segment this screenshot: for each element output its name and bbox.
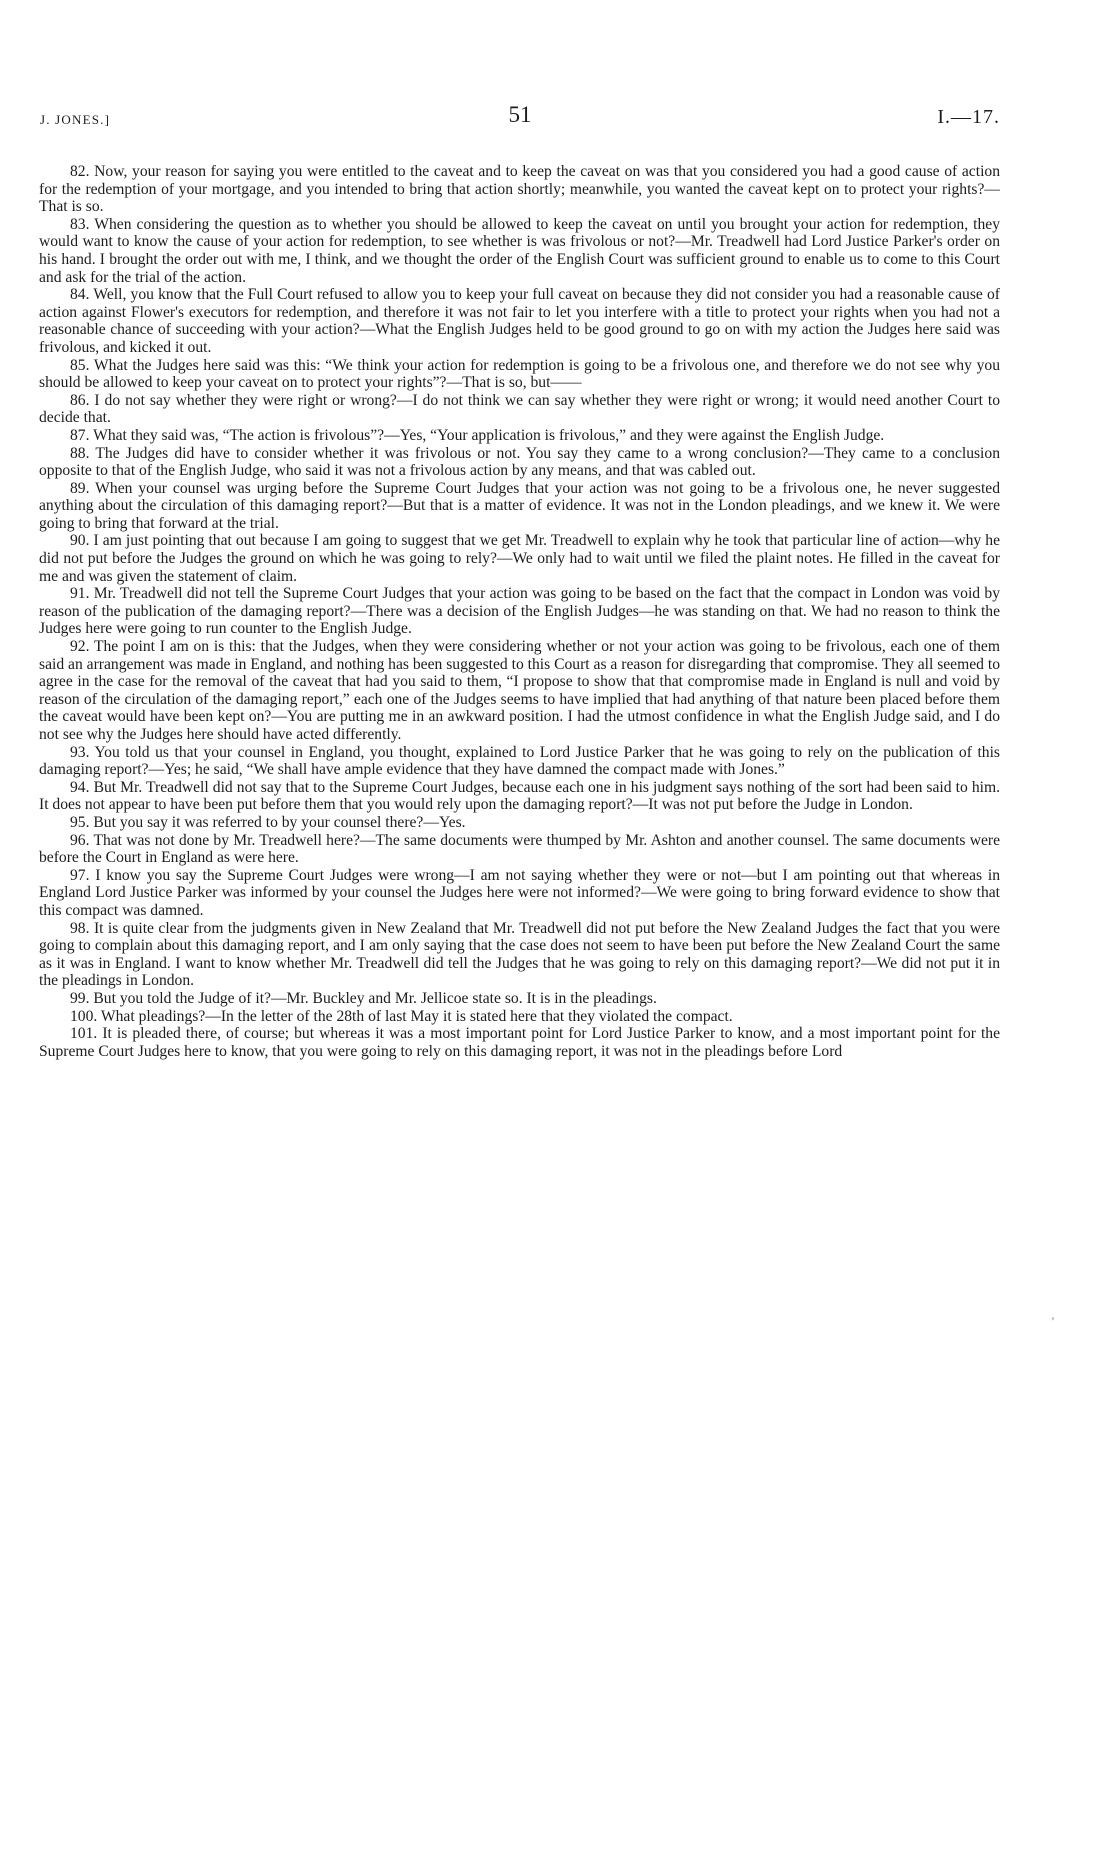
paragraph-89: 89. When your counsel was urging before the Supreme Court Judges that your action was not going to be a frivolous one, he never suggested anything about the circulation of this damaging report?—But that is a matter of evidence. It was not in the London pleadings, and we knew it. We were going to bring that forward at the trial. [39, 479, 1000, 532]
paragraph-90: 90. I am just pointing that out because I am going to suggest that we get Mr. Treadwell to explain why he took that particular line of action—why he did not put before the Judges the ground on which he was going to rely?—We only had to wait until we filed the plaint notes. He filled in the caveat for me and was given the statement of claim. [39, 532, 1000, 585]
series-number: I.—17. [937, 106, 1000, 128]
paragraph-83: 83. When considering the question as to whether you should be allowed to keep the caveat on until you brought your action for redemption, they would want to know the cause of your action for redemption, to see whether is was frivolous or not?—Mr. Treadwell had Lord Justice Parker's order on his hand. I brought the order out with me, I think, and we thought the order of the English Court was sufficient ground to enable us to come to this Court and ask for the trial of the action. [39, 215, 1000, 286]
margin-mark: ' [1051, 1314, 1054, 1328]
paragraph-98: 98. It is quite clear from the judgments given in New Zealand that Mr. Treadwell did not put before the New Zealand Judges the fact that you were going to complain about this damaging report, and I am only saying that the case does not seem to have been put before the New Zealand Court the same as it was in England. I want to know whether Mr. Treadwell did tell the Judges that he was going to rely on this damaging report?—We did not put it in the pleadings in London. [39, 919, 1000, 990]
running-head-author: J. JONES.] [40, 112, 111, 127]
paragraph-85: 85. What the Judges here said was this: “We think your action for redemption is going to be a frivolous one, and therefore we do not see why you should be allowed to keep your caveat on to protect your rights”?—That is so, but—— [39, 356, 1000, 392]
paragraph-86: 86. I do not say whether they were right or wrong?—I do not think we can say whether they were right or wrong; it would need another Court to decide that. [39, 391, 1000, 427]
page-number: 51 [508, 102, 532, 127]
paragraph-97: 97. I know you say the Supreme Court Judges were wrong—I am not saying whether they were or not—but I am pointing out that whereas in England Lord Justice Parker was informed by your counsel the Judges here were not informed?—We were going to bring forward evidence to show that this compact was damned. [39, 866, 1000, 919]
paragraph-82: 82. Now, your reason for saying you were entitled to the caveat and to keep the caveat on was that you considered you had a good cause of action for the redemption of your mortgage, and you intended to bring that action shortly; meanwhile, you wanted the caveat kept on to protect your rights?—That is so. [39, 163, 1000, 216]
paragraph-96: 96. That was not done by Mr. Treadwell here?—The same documents were thumped by Mr. Ashton and another counsel. The same documents were before the Court in England as were here. [39, 831, 1000, 867]
page-header [40, 100, 1000, 134]
paragraph-84: 84. Well, you know that the Full Court refused to allow you to keep your full caveat on because they did not consider you had a reasonable cause of action against Flower's executors for redemption, and therefore it was not fair to let you interfere with a title to protect your rights when you had not a reasonable chance of succeeding with your action?—What the English Judges held to be good ground to go on with my action the Judges here said was frivolous, and kicked it out. [39, 286, 1000, 356]
paragraph-94: 94. But Mr. Treadwell did not say that to the Supreme Court Judges, because each one in his judgment says nothing of the sort had been said to him. It does not appear to have been put before them that you would rely upon the damaging report?—It was not put before the Judge in London. [39, 778, 1000, 814]
paragraph-95: 95. But you say it was referred to by your counsel there?—Yes. [70, 813, 466, 831]
paragraph-91: 91. Mr. Treadwell did not tell the Supreme Court Judges that your action was going to be based on the fact that the compact in London was void by reason of the publication of the damaging report?—There was a decision of the English Judges—he was standing on that. We had no reason to think the Judges here were going to run counter to the English Judge. [39, 585, 1000, 638]
evidence-text [39, 163, 1000, 1060]
paragraph-88: 88. The Judges did have to consider whether it was frivolous or not. You say they came to a wrong conclusion?—They came to a conclusion opposite to that of the English Judge, who said it was not a frivolous action by any means, and that was cabled out. [39, 444, 1000, 480]
paragraph-93: 93. You told us that your counsel in England, you thought, explained to Lord Justice Parker that he was going to rely on the publication of this damaging report?—Yes; he said, “We shall have ample evidence that they have damned the compact made with Jones.” [39, 743, 1000, 779]
paragraph-92: 92. The point I am on is this: that the Judges, when they were considering whether or not your action was going to be frivolous, each one of them said an arrangement was made in England, and nothing has been suggested to this Court as a reason for disregarding that compromise. They all seemed to agree in the case for the removal of the caveat that had you said to them, “I propose to show that that compromise made in England is null and void by reason of the circulation of the damaging report,” each one of the Judges seems to have implied that had anything of that nature been placed before them the caveat would have been kept on?—You are putting me in an awkward position. I had the utmost confidence in what the English Judge said, and I do not see why the Judges here should have acted differently. [39, 638, 1000, 743]
paragraph-87: 87. What they said was, “The action is frivolous”?—Yes, “Your application is frivolous,” and they were against the English Judge. [70, 426, 885, 444]
paragraph-99: 99. But you told the Judge of it?—Mr. Buckley and Mr. Jellicoe state so. It is in the pleadings. [70, 989, 657, 1007]
paragraph-100: 100. What pleadings?—In the letter of the 28th of last May it is stated here that they violated the compact. [70, 1007, 733, 1025]
paragraph-101: 101. It is pleaded there, of course; but whereas it was a most important point for Lord Justice Parker to know, and a most important point for the Supreme Court Judges here to know, that you were going to rely on this damaging report, it was not in the pleadings before Lord [39, 1025, 1000, 1060]
